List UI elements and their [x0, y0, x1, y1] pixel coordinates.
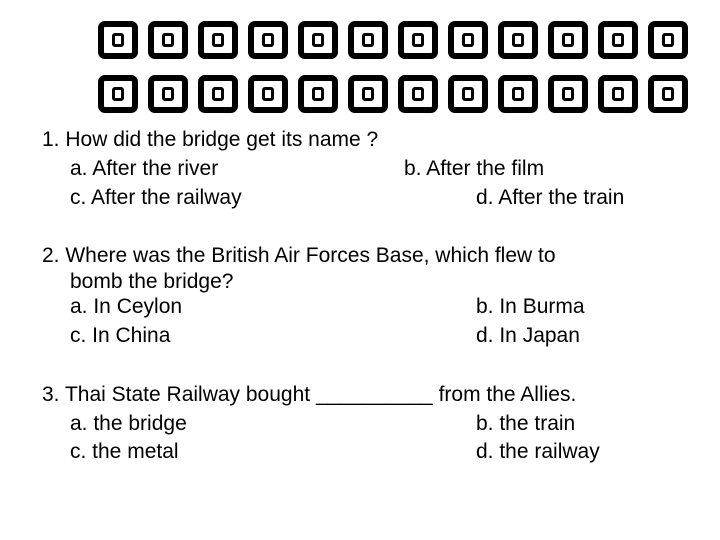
question-3-option-a: a. the bridge — [70, 412, 187, 435]
missing-glyph-box-icon — [498, 21, 538, 59]
question-3-option-c: c. the metal — [70, 440, 179, 463]
question-2-option-b: b. In Burma — [476, 295, 585, 318]
question-2-option-d: d. In Japan — [476, 324, 580, 347]
slide-title-line-1 — [98, 14, 720, 66]
question-2-option-c: c. In China — [70, 324, 171, 347]
question-1-prompt: 1. How did the bridge get its name ? — [42, 128, 379, 151]
missing-glyph-box-icon — [248, 21, 288, 59]
missing-glyph-box-icon — [598, 75, 638, 113]
question-1-option-c: c. After the railway — [70, 186, 242, 209]
missing-glyph-box-icon — [548, 21, 588, 59]
missing-glyph-box-icon — [198, 75, 238, 113]
missing-glyph-box-icon — [448, 21, 488, 59]
missing-glyph-box-icon — [248, 75, 288, 113]
question-1-option-a: a. After the river — [70, 157, 219, 180]
missing-glyph-box-icon — [648, 75, 688, 113]
question-3-option-b: b. the train — [476, 412, 576, 435]
missing-glyph-box-icon — [98, 75, 138, 113]
missing-glyph-box-icon — [648, 21, 688, 59]
question-2-prompt-line-1: 2. Where was the British Air Forces Base, which flew to — [42, 244, 556, 267]
question-1-option-d: d. After the train — [476, 186, 625, 209]
slide-title-line-2 — [98, 68, 720, 120]
question-2-prompt-line-2: bomb the bridge? — [70, 270, 234, 293]
missing-glyph-box-icon — [348, 75, 388, 113]
missing-glyph-box-icon — [98, 21, 138, 59]
missing-glyph-box-icon — [498, 75, 538, 113]
missing-glyph-box-icon — [148, 21, 188, 59]
question-1-option-b: b. After the film — [404, 157, 545, 180]
question-3-prompt: 3. Thai State Railway bought __________ from the Allies. — [42, 383, 577, 406]
missing-glyph-box-icon — [148, 75, 188, 113]
question-3-option-d: d. the railway — [476, 440, 600, 463]
missing-glyph-box-icon — [398, 21, 438, 59]
missing-glyph-box-icon — [548, 75, 588, 113]
missing-glyph-box-icon — [298, 21, 338, 59]
missing-glyph-box-icon — [198, 21, 238, 59]
missing-glyph-box-icon — [298, 75, 338, 113]
missing-glyph-box-icon — [348, 21, 388, 59]
missing-glyph-box-icon — [448, 75, 488, 113]
question-2-option-a: a. In Ceylon — [70, 295, 183, 318]
missing-glyph-box-icon — [398, 75, 438, 113]
missing-glyph-box-icon — [598, 21, 638, 59]
